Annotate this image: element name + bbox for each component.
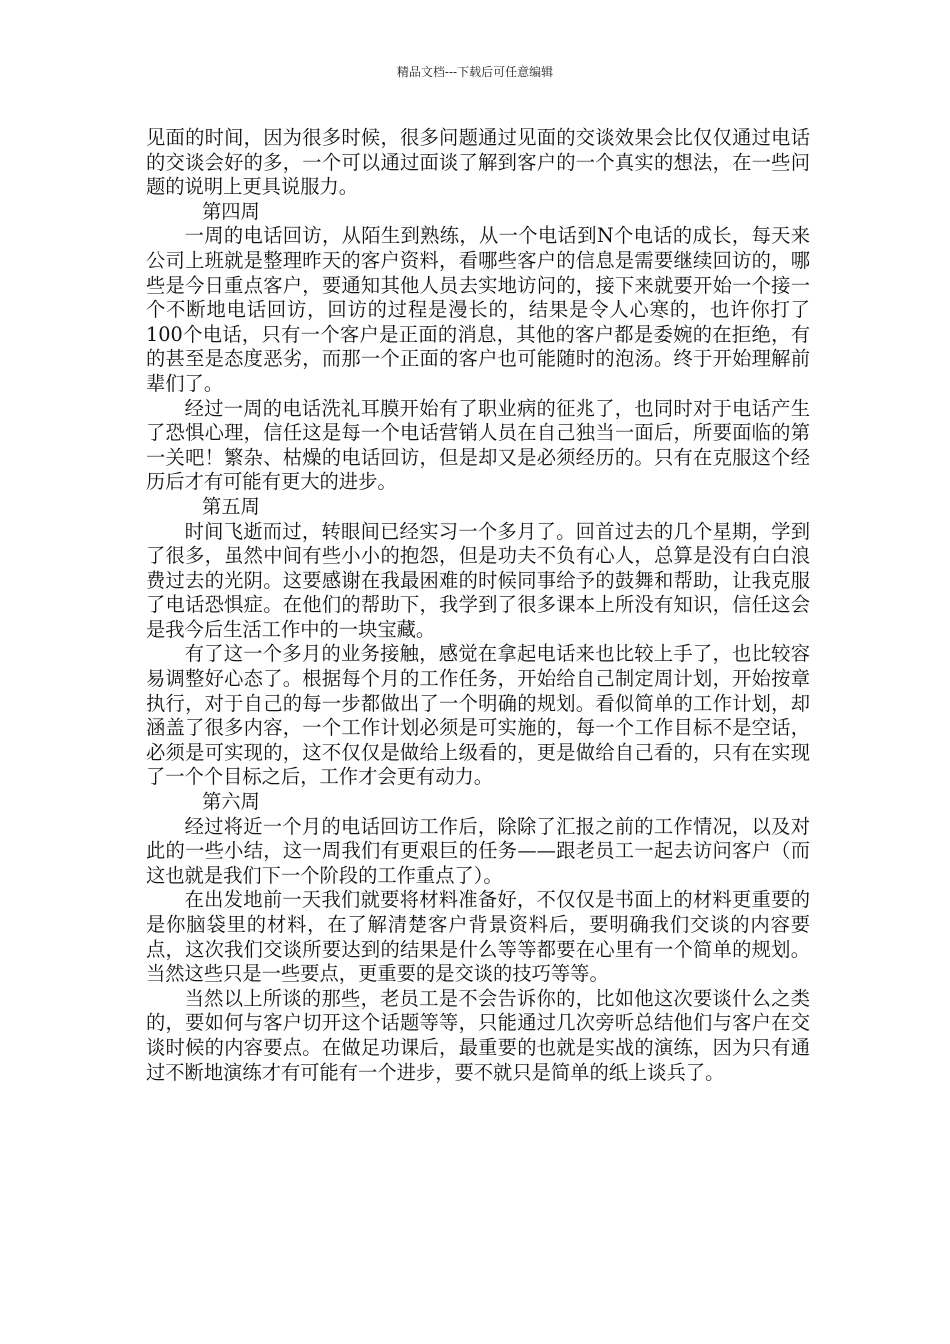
section-heading: 第五周: [201, 494, 260, 518]
paragraph: 在出发地前一天我们就要将材料准备好，不仅仅是书面上的材料更重要的是你脑袋里的材料，在了解清楚客户背景资料后，要明确我们交谈的内容要点，这次我们交谈所要达到的结果是什么等等都要在心里有一个简单的规划。当然这些只是一些要点，更重要的是交谈的技巧等等。: [146, 888, 810, 986]
paragraph: 时间飞逝而过，转眼间已经实习一个多月了。回首过去的几个星期，学到了很多，虽然中间有些小小的抱怨，但是功夫不负有心人，总算是没有白白浪费过去的光阴。这要感谢在我最困难的时候同事给予的鼓舞和帮助，让我克服了电话恐惧症。在他们的帮助下，我学到了很多课本上所没有知识，信任这会是我今后生活工作中的一块宝藏。: [146, 519, 810, 641]
paragraph: 一周的电话回访，从陌生到熟练，从一个电话到N个电话的成长，每天来公司上班就是整理昨天的客户资料，看哪些客户的信息是需要继续回访的，哪些是今日重点客户，要通知其他人员去实地访问的，接下来就要开始一个接一个不断地电话回访，回访的过程是漫长的，结果是令人心寒的，也许你打了100个电话，只有一个客户是正面的消息，其他的客户都是委婉的在拒绝，有的甚至是态度恶劣，而那一个正面的客户也可能随时的泡汤。终于开始理解前辈们了。: [146, 224, 810, 395]
section-heading: 第四周: [201, 199, 260, 223]
page-header: 精品文档---下载后可任意编辑: [396, 65, 554, 79]
paragraph: 当然以上所谈的那些，老员工是不会告诉你的，比如他这次要谈什么之类的，要如何与客户切开这个话题等等，只能通过几次旁听总结他们与客户在交谈时候的内容要点。在做足功课后，最重要的也就是实战的演练，因为只有通过不断地演练才有可能有一个进步，要不就只是简单的纸上谈兵了。: [146, 986, 810, 1084]
paragraph: 经过一周的电话洗礼耳膜开始有了职业病的征兆了，也同时对于电话产生了恐惧心理，信任这是每一个电话营销人员在自己独当一面后，所要面临的第一关吧！繁杂、枯燥的电话回访，但是却又是必须经历的。只有在克服这个经历后才有可能有更大的进步。: [146, 396, 810, 494]
paragraph: 经过将近一个月的电话回访工作后，除除了汇报之前的工作情况，以及对此的一些小结，这一周我们有更艰巨的任务——跟老员工一起去访问客户（而这也就是我们下一个阶段的工作重点了）。: [146, 814, 810, 887]
section-heading: 第六周: [201, 790, 260, 814]
document-body: [146, 126, 810, 1085]
paragraph: 有了这一个多月的业务接触，感觉在拿起电话来也比较上手了，也比较容易调整好心态了。根据每个月的工作任务，开始给自己制定周计划，开始按章执行，对于自己的每一步都做出了一个明确的规划。看似简单的工作计划，却涵盖了很多内容，一个工作计划必须是可实施的，每一个工作目标不是空话，必须是可实现的，这不仅仅是做给上级看的，更是做给自己看的，只有在实现了一个个目标之后，工作才会更有动力。: [146, 642, 810, 789]
paragraph: 见面的时间，因为很多时候，很多问题通过见面的交谈效果会比仅仅通过电话的交谈会好的多，一个可以通过面谈了解到客户的一个真实的想法，在一些问题的说明上更具说服力。: [146, 126, 810, 199]
